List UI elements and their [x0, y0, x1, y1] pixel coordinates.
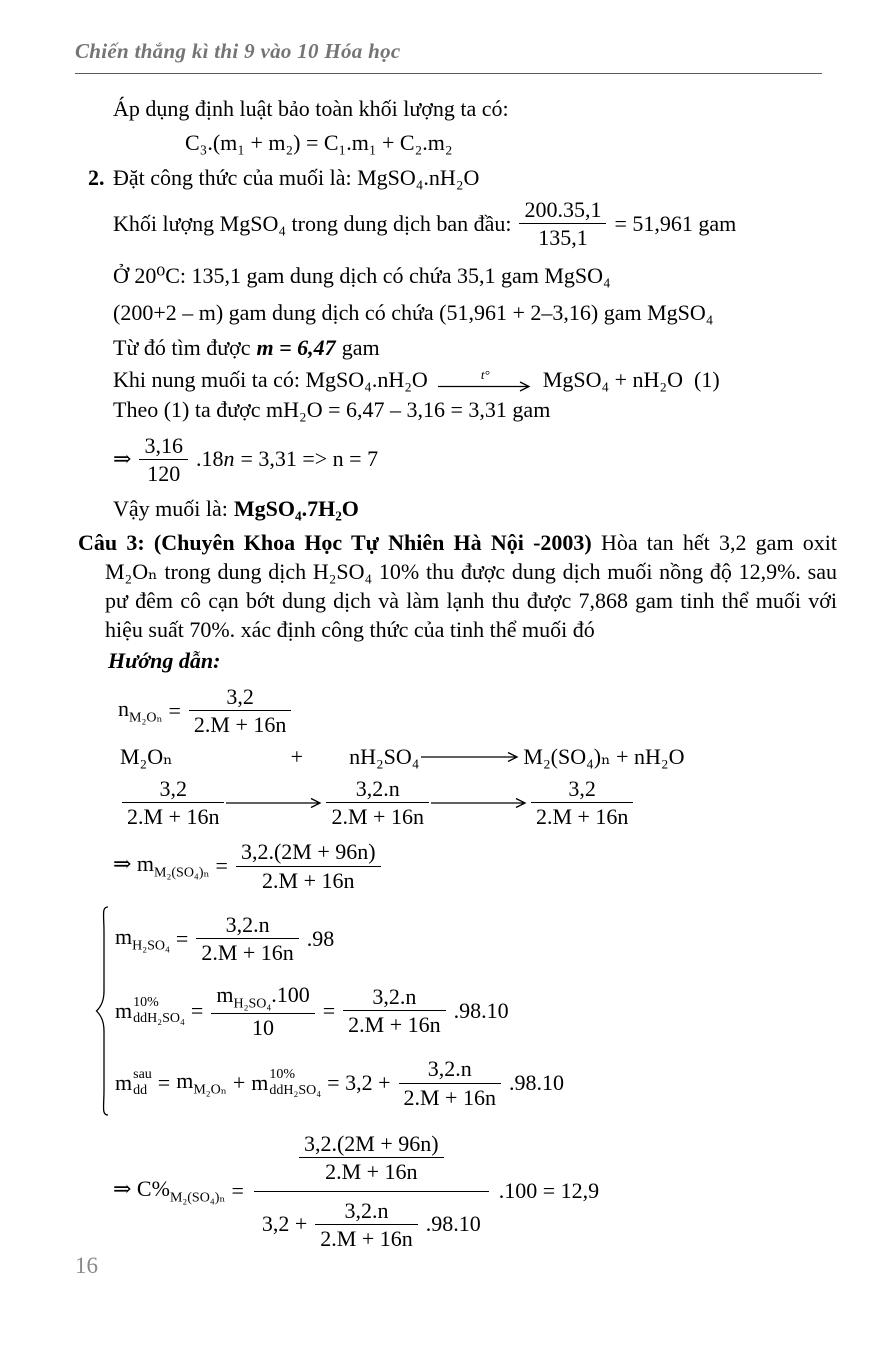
fraction-numerator: 3,2.(2M + 96n) [303, 1130, 439, 1156]
acid-solution-mass-symbol [251, 1067, 321, 1099]
fraction-denominator: 2.M + 16n [127, 804, 220, 830]
equals-sign: = [190, 997, 204, 1023]
salt-subscript: M₂(SO₄)ₙ [169, 1190, 226, 1206]
salt-formula: MgSO₄.7H₂O [233, 496, 359, 522]
reaction-equation-line [120, 744, 837, 770]
found-m-post: gam [341, 334, 380, 360]
system-row-1 [115, 910, 564, 968]
tower-sup: 10% [269, 1067, 296, 1083]
result-tail: .100 = 12,9 [498, 1178, 600, 1204]
oxide-subscript: M₂Oₙ [129, 710, 163, 726]
fraction [211, 982, 314, 1041]
salt-mass-symbol [113, 851, 210, 881]
system-row-2 [115, 980, 564, 1043]
implies-line [113, 431, 837, 489]
implies-cpercent: ⇒ C% [113, 1175, 170, 1201]
mass-law-equation: C₃.(m₁ + m₂) = C₁.m₁ + C₂.m₂ [185, 130, 453, 155]
fraction [196, 912, 298, 966]
final-solution-mass-symbol [115, 1067, 152, 1099]
m-letter: m [176, 1067, 194, 1093]
fraction-numerator: 3,2 [226, 684, 254, 710]
fraction-numerator: 3,16 [144, 432, 183, 458]
fraction-numerator: 3,2.n [344, 1197, 389, 1223]
plus-sign: + [232, 1070, 246, 1096]
problem-3-text: Hòa tan hết 3,2 gam oxit M₂Oₙ trong dung dịch H₂SO₄ 10% thu được dung dịch muối nồng độ 12,9%. sau pư đêm cô cạn bớt dung dịch và làm lạnh thu được 7,868 gam tinh thể muối với hiệu suất 70%. xác định công thức của tinh thể muối đó [105, 530, 837, 643]
sup-sub-tower [133, 995, 185, 1027]
conclusion-pre: Vậy muối là: [113, 496, 228, 522]
den-factor: .98.10 [425, 1211, 481, 1237]
reaction-arrow [438, 368, 533, 392]
n-result: = 3,31 => n = 7 [240, 446, 379, 472]
concentration-symbol [113, 1176, 225, 1206]
heating-post: MgSO₄ + nH₂O (1) [542, 366, 720, 392]
mass-law-line: Áp dụng định luật bảo toàn khối lượng ta có: [113, 96, 509, 121]
m-letter: m [115, 923, 133, 949]
tower-sup: 10% [133, 994, 159, 1010]
salt-subscript: M₂(SO₄)ₙ [154, 865, 210, 881]
m-letter: m [251, 1070, 269, 1096]
water-mass-line: Theo (1) ta được mH₂O = 6,47 – 3,16 = 3,31 gam [113, 396, 551, 422]
fraction [315, 1198, 417, 1252]
variable-n: n [223, 446, 235, 472]
right-arrow-icon [421, 751, 521, 763]
mass-label: Khối lượng MgSO₄ trong dung dịch ban đầu: [113, 210, 512, 236]
equation-tail [196, 446, 235, 472]
factor: .98.10 [508, 1070, 564, 1096]
fraction-denominator: 2.M + 16n [348, 1012, 441, 1038]
m-letter: m [115, 1070, 133, 1096]
concentration-line [113, 1129, 837, 1253]
page-number: 16 [75, 1253, 98, 1278]
stoichiometry-flow-line [120, 774, 837, 832]
fraction-denominator: 2.M + 16n [201, 940, 294, 966]
left-brace-icon [95, 905, 111, 1117]
equals-sign: = [175, 925, 189, 951]
fraction-denominator: 120 [147, 460, 181, 486]
m-value: m = 6,47 [256, 334, 336, 360]
reaction-products: M₂(SO₄)ₙ + nH₂O [523, 743, 685, 769]
acid-mass-symbol [115, 924, 170, 954]
fraction [189, 684, 291, 738]
fraction [122, 776, 224, 830]
moles-oxide-line [118, 682, 837, 740]
equals-sign: = [231, 1178, 244, 1204]
page-header [75, 38, 822, 74]
fraction-denominator: 2.M + 16n [535, 804, 629, 830]
plus-sign: + [290, 743, 304, 769]
mass-result: = 51,961 gam [614, 210, 737, 236]
big-fraction-denominator [254, 1192, 489, 1254]
fraction-denominator: 135,1 [538, 225, 588, 251]
factor-100: .100 [271, 981, 310, 1007]
oxide-subscript: M₂Oₙ [193, 1082, 227, 1098]
tower-sub: ddH₂SO₄ [269, 1083, 322, 1099]
right-arrow-icon [438, 381, 533, 392]
fraction [139, 433, 188, 487]
fraction-numerator: 3,2 [159, 775, 187, 801]
tower-sup: sau [133, 1067, 152, 1083]
right-arrow-icon [226, 797, 324, 809]
fraction-numerator: 3,2.(2M + 96n) [240, 839, 376, 865]
reactant-oxide: M₂Oₙ [120, 743, 173, 769]
system-row-3 [115, 1054, 564, 1112]
mass-calculation-line [113, 195, 837, 253]
big-fraction-numerator [289, 1129, 454, 1191]
fraction-numerator: 3,2.n [372, 984, 417, 1010]
system-rows [115, 910, 564, 1112]
fraction-numerator: 3,2 [568, 775, 596, 801]
tower-sub: dd [133, 1083, 148, 1099]
sup-sub-tower [269, 1067, 321, 1099]
found-m-pre: Từ đó tìm được [113, 334, 251, 360]
guide-label: Hướng dẫn: [108, 648, 221, 674]
fraction [326, 776, 428, 830]
heating-reaction-line [113, 367, 837, 393]
den-pre: 3,2 + [261, 1211, 308, 1237]
list-item-2 [88, 163, 837, 193]
reactant-acid: nH₂SO₄ [349, 743, 420, 769]
fraction-numerator: 200.35,1 [524, 197, 602, 222]
n-letter: n [118, 695, 129, 721]
equals-sign: = [157, 1070, 171, 1096]
fraction [399, 1056, 501, 1110]
fraction [531, 776, 633, 830]
equals-plus: = 3,2 + [327, 1070, 391, 1096]
equals-sign: = [168, 697, 181, 723]
fraction [299, 1131, 444, 1185]
conclusion-line [113, 496, 837, 522]
fraction-numerator: 3,2.n [225, 911, 270, 937]
fraction-denominator: 2.M + 16n [320, 1225, 413, 1251]
implies-symbol: ⇒ [113, 446, 132, 472]
item-number: 2. [88, 165, 105, 190]
arrow-condition-label: t° [480, 366, 490, 382]
fraction-denominator: 2.M + 16n [331, 804, 424, 830]
sup-sub-tower [133, 1067, 152, 1099]
fraction [519, 197, 606, 251]
fraction [343, 984, 445, 1038]
salt-mass-line [113, 837, 837, 895]
equals-sign: = [215, 853, 228, 879]
fraction-denominator: 2.M + 16n [262, 867, 355, 893]
acid-subscript: H₂SO₄ [233, 995, 272, 1011]
fraction-numerator [211, 982, 314, 1013]
factor: .98.10 [453, 997, 509, 1023]
fraction [236, 839, 381, 893]
fraction-denominator: 10 [252, 1015, 275, 1041]
moles-symbol [118, 696, 163, 726]
problem-3-statement [78, 528, 837, 644]
solution-mass-line: (200+2 – m) gam dung dịch có chứa (51,961 + 2–3,16) gam MgSO₄ [113, 299, 714, 325]
m-letter: m [115, 997, 133, 1023]
oxide-mass-symbol [176, 1068, 227, 1098]
item-text: Đặt công thức của muối là: MgSO₄.nH₂O [113, 165, 480, 190]
tower-sub: ddH₂SO₄ [133, 1010, 185, 1026]
fraction-numerator: 3,2.n [355, 775, 400, 801]
equals-sign: = [322, 997, 336, 1023]
fraction-denominator: 2.M + 16n [325, 1159, 418, 1185]
m-letter: m [216, 981, 234, 1007]
implies-m: ⇒ m [113, 850, 155, 876]
factor: .98 [306, 925, 335, 951]
running-title: Chiến thắng kì thi 9 vào 10 Hóa học [75, 39, 401, 63]
equation-system [95, 905, 837, 1117]
solubility-line: Ở 20⁰C: 135,1 gam dung dịch có chứa 35,1 gam MgSO₄ [113, 262, 611, 288]
acid-subscript: H₂SO₄ [132, 937, 170, 953]
fraction-numerator: 3,2.n [427, 1056, 472, 1082]
acid-solution-mass-symbol [115, 995, 185, 1027]
factor-18: .18 [195, 446, 224, 472]
found-m-line [113, 335, 837, 361]
fraction-denominator: 2.M + 16n [193, 712, 287, 738]
fraction-denominator: 2.M + 16n [403, 1084, 496, 1110]
problem-3-heading: Câu 3: (Chuyên Khoa Học Tự Nhiên Hà Nội -2003) [78, 530, 592, 556]
right-arrow-icon [431, 797, 529, 809]
content [78, 86, 837, 1253]
big-fraction [254, 1129, 489, 1253]
heating-pre: Khi nung muối ta có: MgSO₄.nH₂O [113, 366, 428, 392]
